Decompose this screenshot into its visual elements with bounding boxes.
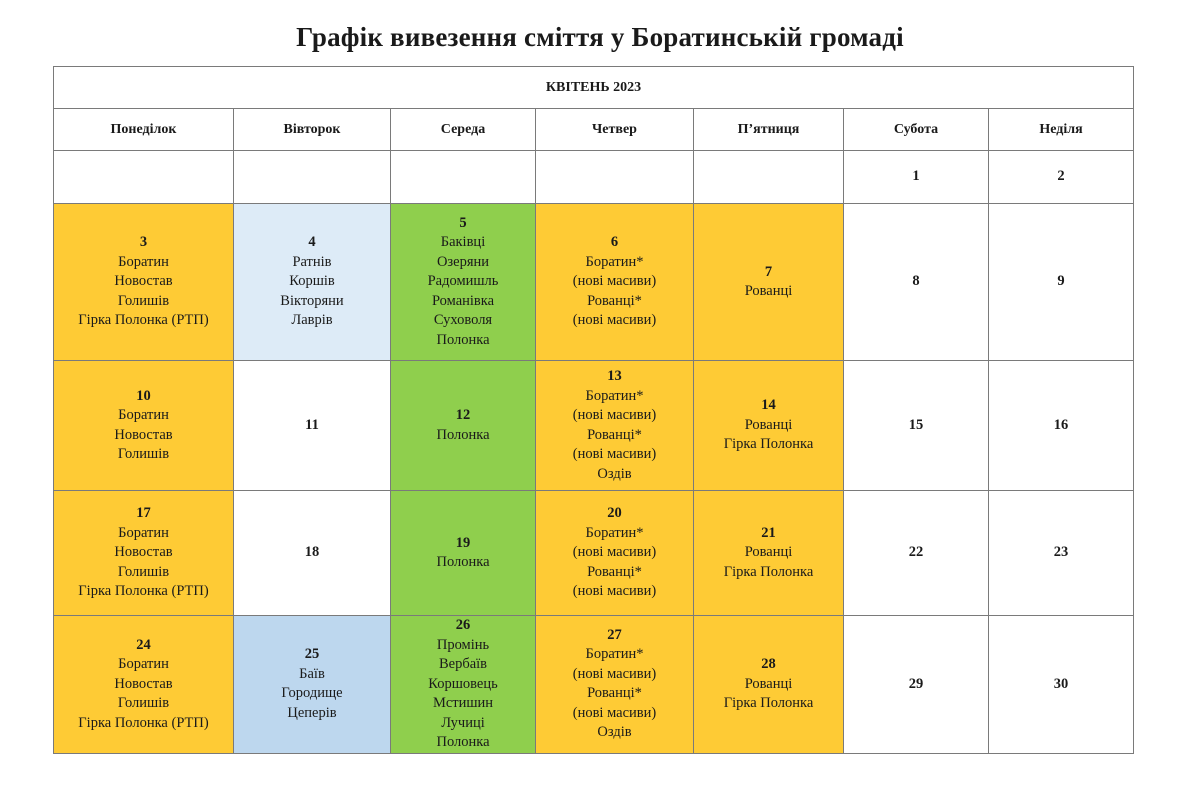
day-cell <box>234 361 391 491</box>
day-number: 11 <box>305 416 319 433</box>
day-number: 2 <box>1057 168 1065 185</box>
settlement-name: Боратин* <box>585 646 644 663</box>
settlement-name: (нові масиви) <box>572 407 657 423</box>
weekday-header: Четвер <box>536 109 694 151</box>
day-number: 9 <box>1057 273 1065 290</box>
day-number: 7 <box>764 263 773 280</box>
day-cell <box>54 361 234 491</box>
day-cell <box>989 491 1134 616</box>
settlement-name: Голишів <box>117 563 170 580</box>
settlement-name: Лаврів <box>291 312 333 329</box>
day-cell <box>844 151 989 204</box>
settlement-name: (нові масиви) <box>572 583 657 600</box>
day-cell <box>694 361 844 491</box>
page-title: Графік вивезення сміття у Боратинській громаді <box>296 22 904 52</box>
day-number: 28 <box>761 656 776 672</box>
day-number: 15 <box>908 416 924 433</box>
settlement-name: Цеперів <box>287 704 337 721</box>
day-number: 3 <box>139 234 148 251</box>
settlement-name: Вербаїв <box>438 656 488 672</box>
day-number: 1 <box>912 168 920 185</box>
month-header: КВІТЕНЬ 2023 <box>54 67 1134 109</box>
day-number: 20 <box>607 505 622 522</box>
settlement-name: (нові масиви) <box>572 273 657 290</box>
day-cell <box>536 151 694 204</box>
day-cell <box>844 361 989 491</box>
settlement-name: Рованці* <box>587 426 642 443</box>
settlement-name: Боратин <box>118 407 169 423</box>
settlement-name: Новостав <box>114 544 173 561</box>
weekday-header: Неділя <box>989 109 1134 151</box>
day-cell <box>989 616 1134 754</box>
settlement-name: Гірка Полонка <box>723 436 814 453</box>
weekday-header: Субота <box>844 109 989 151</box>
day-number: 4 <box>308 234 316 251</box>
day-cell <box>536 204 694 361</box>
settlement-name: Боратин <box>118 656 169 672</box>
settlement-name: Новостав <box>114 426 173 443</box>
settlement-name: Боратин <box>118 524 169 541</box>
settlement-name: Городище <box>281 685 343 702</box>
weekday-header: Вівторок <box>234 109 391 151</box>
settlement-name: Голишів <box>117 446 170 462</box>
settlement-name: Рованці* <box>587 685 642 702</box>
day-cell <box>694 204 844 361</box>
day-number: 26 <box>455 617 471 633</box>
day-cell <box>989 204 1134 361</box>
settlement-name: Боратин* <box>585 253 644 270</box>
day-cell <box>844 616 989 754</box>
day-cell <box>391 204 536 361</box>
settlement-name: Озеряни <box>436 253 490 270</box>
day-cell <box>989 361 1134 491</box>
weekday-header: Середа <box>391 109 536 151</box>
settlement-name: Гірка Полонка (РТП) <box>78 583 209 600</box>
weekday-header: П’ятниця <box>694 109 844 151</box>
day-number: 29 <box>908 675 924 692</box>
settlement-name: Баківці <box>440 234 486 251</box>
day-cell <box>54 204 234 361</box>
schedule-table <box>53 66 1134 754</box>
week-row <box>54 151 1134 204</box>
settlement-name: Рованці <box>744 544 793 561</box>
day-number: 25 <box>304 646 320 663</box>
settlement-name: (нові масиви) <box>572 665 657 682</box>
day-number: 19 <box>455 534 471 551</box>
day-number: 22 <box>908 544 924 561</box>
settlement-name: Голишів <box>117 292 170 309</box>
day-number: 27 <box>607 626 622 643</box>
settlement-name: Боратин* <box>585 524 644 541</box>
week-row <box>54 204 1134 361</box>
settlement-name: (нові масиви) <box>572 312 657 329</box>
day-number: 30 <box>1053 675 1069 692</box>
settlement-name: Полонка <box>436 331 490 348</box>
settlement-name: (нові масиви) <box>572 446 657 462</box>
day-number: 24 <box>136 636 151 653</box>
day-cell <box>694 491 844 616</box>
settlement-name: (нові масиви) <box>572 704 657 721</box>
day-number: 10 <box>136 387 151 404</box>
settlement-name: Гірка Полонка <box>723 695 814 711</box>
day-number: 16 <box>1053 416 1069 433</box>
settlement-name: Оздів <box>597 724 632 741</box>
settlement-name: Оздів <box>597 465 632 482</box>
day-number: 8 <box>912 273 920 290</box>
settlement-name: Коршовець <box>428 675 498 692</box>
day-cell <box>234 491 391 616</box>
day-cell <box>391 361 536 491</box>
day-cell <box>234 151 391 204</box>
day-number: 12 <box>455 407 471 423</box>
settlement-name: Новостав <box>114 273 173 290</box>
day-number: 14 <box>761 397 776 414</box>
settlement-name: Рованці <box>744 283 793 299</box>
settlement-name: Радомишль <box>427 273 499 290</box>
day-cell <box>694 616 844 754</box>
settlement-name: Романівка <box>431 292 495 309</box>
settlement-name: Гірка Полонка (РТП) <box>78 312 209 329</box>
settlement-name: Новостав <box>114 675 173 692</box>
day-cell <box>844 491 989 616</box>
settlement-name: Полонка <box>436 554 490 570</box>
day-cell <box>234 616 391 754</box>
settlement-name: Рованці <box>744 675 793 692</box>
settlement-name: Голишів <box>117 695 170 711</box>
settlement-name: Вікторяни <box>280 292 344 309</box>
day-number: 23 <box>1053 544 1069 561</box>
day-cell <box>536 361 694 491</box>
settlement-name: Лучиці <box>441 714 485 731</box>
settlement-name: Полонка <box>436 426 490 443</box>
day-cell <box>54 616 234 754</box>
settlement-name: Мстишин <box>432 695 494 711</box>
settlement-name: Гірка Полонка (РТП) <box>78 714 209 731</box>
day-number: 5 <box>459 214 467 231</box>
settlement-name: Промінь <box>436 636 490 653</box>
settlement-name: Ратнів <box>292 253 332 270</box>
day-number: 6 <box>610 234 619 251</box>
settlement-name: Суховоля <box>433 312 493 329</box>
weekday-header: Понеділок <box>54 109 234 151</box>
weekday-header-row <box>54 109 1134 151</box>
day-cell <box>234 204 391 361</box>
day-cell <box>536 491 694 616</box>
settlement-name: Рованці* <box>587 563 642 580</box>
day-cell <box>536 616 694 754</box>
day-cell <box>391 616 536 754</box>
settlement-name: Гірка Полонка <box>723 563 814 580</box>
day-number: 18 <box>304 544 320 561</box>
day-cell <box>54 491 234 616</box>
day-cell <box>54 151 234 204</box>
settlement-name: Рованці* <box>587 292 642 309</box>
day-cell <box>391 491 536 616</box>
week-row <box>54 361 1134 491</box>
settlement-name: Баїв <box>299 665 325 682</box>
day-number: 13 <box>607 368 622 384</box>
day-cell <box>694 151 844 204</box>
settlement-name: Рованці <box>744 416 793 433</box>
settlement-name: Полонка <box>436 734 490 750</box>
settlement-name: Боратин* <box>585 387 644 404</box>
day-cell <box>391 151 536 204</box>
settlement-name: (нові масиви) <box>572 544 657 561</box>
day-cell <box>844 204 989 361</box>
week-row <box>54 616 1134 754</box>
day-number: 21 <box>761 524 776 541</box>
week-row <box>54 491 1134 616</box>
day-number: 17 <box>136 505 151 522</box>
settlement-name: Коршів <box>289 273 335 290</box>
settlement-name: Боратин <box>118 253 169 270</box>
day-cell <box>989 151 1134 204</box>
